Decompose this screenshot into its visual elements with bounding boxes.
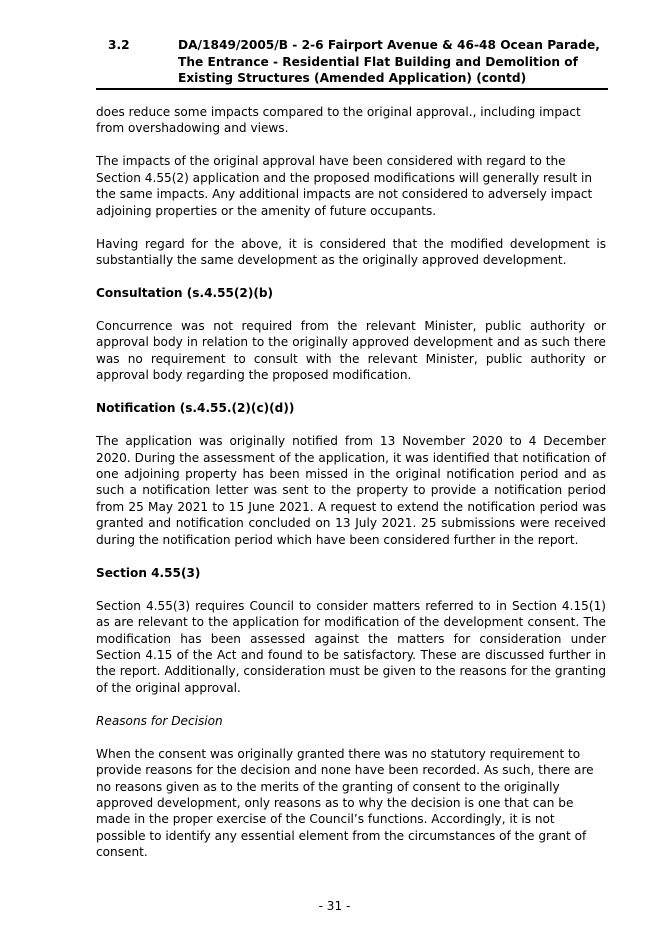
paragraph-consultation: Concurrence was not required from the relevant Minister, public authority or approval body in relation to the originally approved development and as such there was no requirement to consult with the relevant Minister, public authority or approval body regarding the proposed modification. — [96, 319, 606, 383]
subheading-reasons-for-decision: Reasons for Decision — [96, 713, 223, 728]
header-divider — [96, 88, 608, 90]
heading-consultation: Consultation (s.4.55(2)(b) — [96, 286, 274, 301]
agenda-item-number: 3.2 — [108, 38, 130, 52]
heading-notification: Notification (s.4.55.(2)(c)(d)) — [96, 401, 295, 416]
paragraph-section-4-55-3: Section 4.55(3) requires Council to consider matters referred to in Section 4.15(1) as are relevant to the application for modification of the development consent. The modification has been assessed against the matters for consideration under Section 4.15 of the Act and found to be satisfactory. These are discussed further in the report. Additionally, consideration must be given to the reasons for the granting of the original approval. — [96, 598, 606, 695]
agenda-item-title: DA/1849/2005/B - 2-6 Fairport Avenue & 46-48 Ocean Parade, The Entrance - Residential Flat Building and Demolition of Existing Structures (Amended Application) (contd) — [178, 38, 600, 85]
page-number: - 31 - — [318, 899, 351, 913]
paragraph-notification: The application was originally notified from 13 November 2020 to 4 December 2020. During the assessment of the application, it was identified that notification of one adjoining property has been missed in the original notification period and as such a notification letter was sent to the property to provide a notification period from 25 May 2021 to 15 June 2021. A request to extend the notification period was granted and notification concluded on 13 July 2021. 25 submissions were received during the notification period which have been considered further in the report. — [96, 434, 606, 547]
heading-section-4-55-3: Section 4.55(3) — [96, 565, 201, 580]
report-body — [96, 104, 606, 877]
paragraph-continuation: does reduce some impacts compared to the original approval., including impact from overshadowing and views. — [96, 105, 581, 136]
paragraph-impacts: The impacts of the original approval have been considered with regard to the Section 4.55(2) application and the proposed modifications will generally result in the same impacts. Any additional impacts are not considered to adversely impact adjoining properties or the amenity of future occupants. — [96, 154, 593, 218]
paragraph-same-development: Having regard for the above, it is considered that the modified development is substantially the same development as the originally approved development. — [96, 236, 606, 268]
paragraph-reasons: When the consent was originally granted there was no statutory requirement to provide reasons for the decision and none have been recorded. As such, there are no reasons given as to the merits of the granting of consent to the originally approved development, only reasons as to why the decision is one that can be made in the proper exercise of the Council’s functions. Accordingly, it is not possible to identify any essential element from the circumstances of the grant of consent. — [96, 746, 594, 860]
